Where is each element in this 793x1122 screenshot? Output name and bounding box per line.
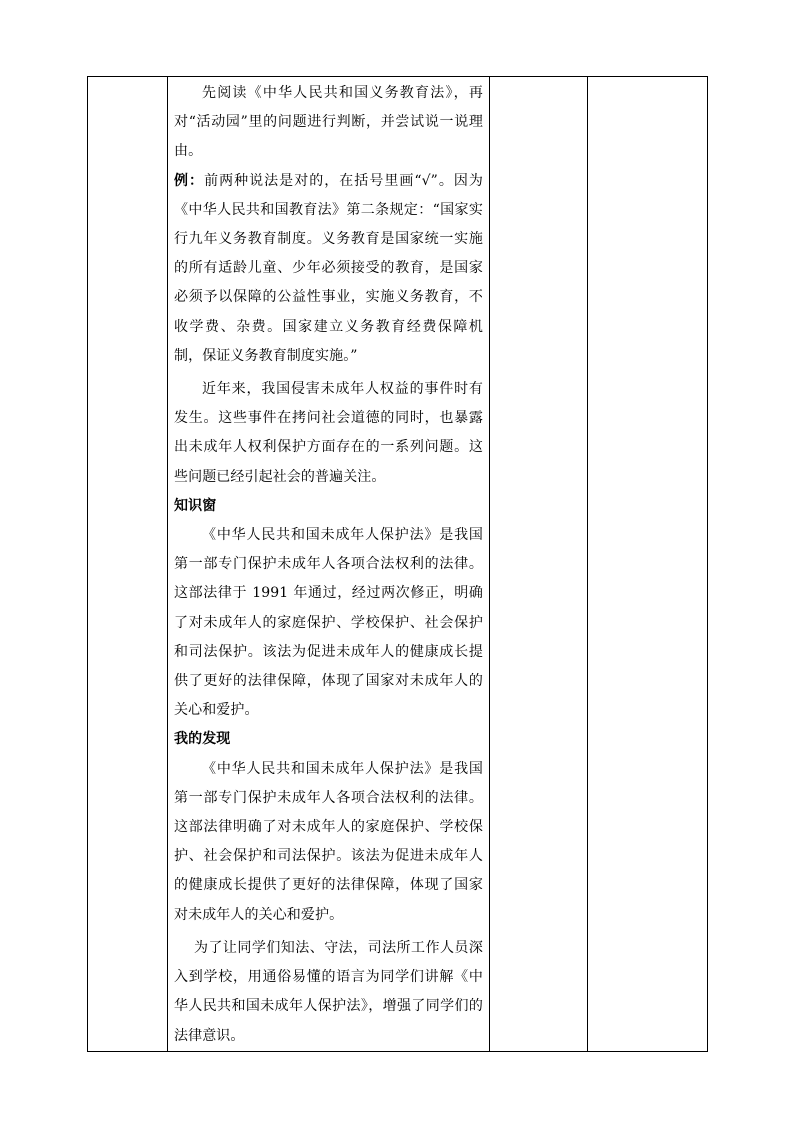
table-cell-left — [88, 77, 168, 1052]
table-cell-third — [490, 77, 588, 1052]
intro-paragraph: 先阅读《中华人民共和国义务教育法》，再对“活动园”里的问题进行判断，并尝试说一说理由。 — [174, 85, 483, 160]
context-paragraph: 近年来，我国侵害未成年人权益的事件时有发生。这些事件在拷问社会道德的同时，也暴露出未成年人权利保护方面存在的一系列问题。这些问题已经引起社会的普遍关注。 — [174, 381, 483, 485]
knowledge-heading: 知识窗 — [174, 497, 217, 514]
table-cell-right — [588, 77, 708, 1052]
knowledge-paragraph: 《中华人民共和国未成年人保护法》是我国第一部专门保护未成年人各项合法权利的法律。这部法律于 1991 年通过，经过两次修正，明确了对未成年人的家庭保护、学校保护、社会保护和司法保护。该法为促进未成年人的健康成长提供了更好的法律保障，体现了国家对未成年人的关心和爱护。 — [174, 527, 483, 719]
closing-paragraph: 为了让同学们知法、守法，司法所工作人员深入到学校，用通俗易懂的语言为同学们讲解《中华人民共和国未成年人保护法》，增强了同学们的法律意识。 — [174, 939, 483, 1044]
example-label: 例： — [174, 172, 205, 189]
example-text: 前两种说法是对的，在括号里画“√”。因为《中华人民共和国教育法》第二条规定：“国家实行九年义务教育制度。义务教育是国家统一实施的所有适龄儿童、少年必须接受的教育，是国家必须予以保障的公益性事业，实施义务教育，不收学费、杂费。国家建立义务教育经费保障机制，保证义务教育制度实施。” — [174, 172, 484, 364]
lesson-content — [168, 77, 489, 1051]
example-paragraph — [174, 167, 483, 371]
lesson-table — [87, 76, 708, 1052]
discovery-paragraph: 《中华人民共和国未成年人保护法》是我国第一部专门保护未成年人各项合法权利的法律。这部法律明确了对未成年人的家庭保护、学校保护、社会保护和司法保护。该法为促进未成年人的健康成长提供了更好的法律保障，体现了国家对未成年人的关心和爱护。 — [174, 760, 483, 923]
table-cell-content — [168, 77, 490, 1052]
discovery-heading: 我的发现 — [174, 731, 231, 748]
table-row — [88, 77, 708, 1052]
